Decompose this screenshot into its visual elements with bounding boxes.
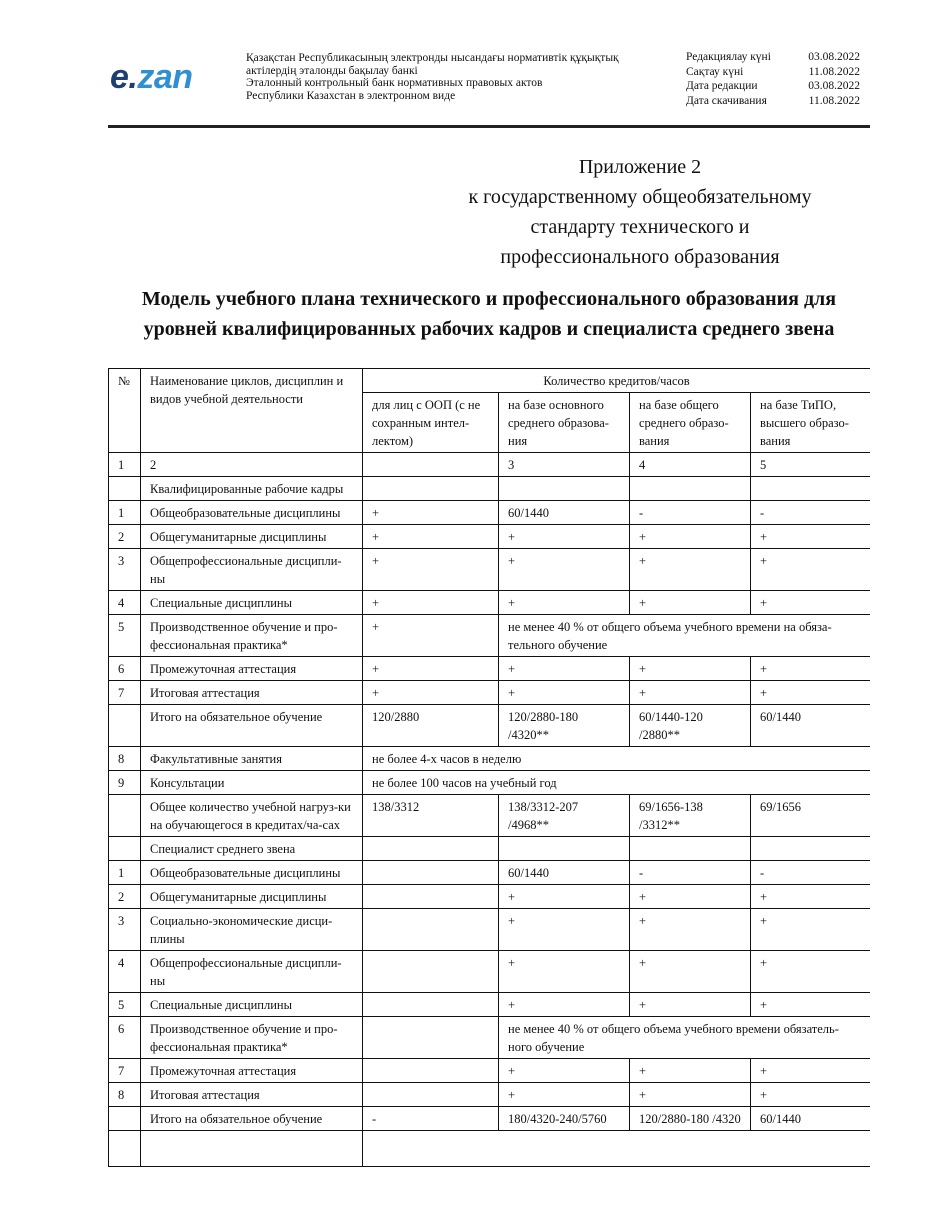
table-row bbox=[109, 993, 871, 1017]
logo-dot: . bbox=[128, 58, 138, 96]
row-number: 3 bbox=[109, 909, 141, 951]
row-cell: + bbox=[499, 993, 630, 1017]
row-name: Общегуманитарные дисциплины bbox=[141, 525, 363, 549]
bank-description bbox=[246, 52, 666, 102]
row-number bbox=[109, 705, 141, 747]
row-number: 2 bbox=[109, 885, 141, 909]
row-cell: + bbox=[363, 525, 499, 549]
table-row bbox=[109, 657, 871, 681]
row-cell: + bbox=[499, 885, 630, 909]
row-cell: + bbox=[363, 591, 499, 615]
table-row bbox=[109, 1107, 871, 1131]
row-cell: 60/1440-120 /2880** bbox=[630, 705, 751, 747]
row-cell: + bbox=[630, 525, 751, 549]
row-cell: - bbox=[363, 1107, 499, 1131]
row-cell: 120/2880-180 /4320** bbox=[499, 705, 630, 747]
ezan-logo bbox=[110, 58, 193, 97]
row-span-cell: не менее 40 % от общего объема учебного времени обязатель-ного обучение bbox=[499, 1017, 871, 1059]
document-dates bbox=[686, 50, 860, 108]
row-cell: + bbox=[630, 549, 751, 591]
row-name: Консультации bbox=[141, 771, 363, 795]
row-cell: + bbox=[751, 681, 871, 705]
table-head-row bbox=[109, 369, 871, 393]
row-span-cell: не более 4-х часов в неделю bbox=[363, 747, 871, 771]
title-line: уровней квалифицированных рабочих кадров и специалиста среднего звена bbox=[143, 318, 835, 340]
table-row bbox=[109, 795, 871, 837]
row-number: 1 bbox=[109, 501, 141, 525]
row-name: Общее количество учебной нагруз-ки на обучающегося в кредитах/ча-сах bbox=[141, 795, 363, 837]
table-row bbox=[109, 591, 871, 615]
row-name: Социально-экономические дисци-плины bbox=[141, 909, 363, 951]
header-divider bbox=[108, 125, 870, 128]
description-line: Эталонный контрольный банк нормативных правовых актов bbox=[246, 77, 543, 89]
row-cell bbox=[363, 1131, 871, 1167]
row-cell bbox=[751, 837, 871, 861]
row-cell: + bbox=[363, 681, 499, 705]
row-cell bbox=[109, 1131, 141, 1167]
row-name: Промежуточная аттестация bbox=[141, 1059, 363, 1083]
row-cell: + bbox=[499, 681, 630, 705]
row-cell: + bbox=[751, 657, 871, 681]
row-cell: + bbox=[499, 1059, 630, 1083]
meta-row bbox=[686, 94, 860, 109]
meta-value: 03.08.2022 bbox=[808, 51, 860, 63]
index-cell: 3 bbox=[499, 453, 630, 477]
row-cell: 60/1440 bbox=[751, 705, 871, 747]
row-cell: + bbox=[499, 657, 630, 681]
row-name: Общеобразовательные дисциплины bbox=[141, 501, 363, 525]
row-number: 7 bbox=[109, 681, 141, 705]
row-cell: 120/2880-180 /4320 bbox=[630, 1107, 751, 1131]
appendix-heading bbox=[440, 152, 840, 272]
appendix-line: стандарту технического и bbox=[530, 216, 750, 238]
row-cell: + bbox=[751, 1059, 871, 1083]
row-number: 6 bbox=[109, 657, 141, 681]
row-span-cell: не менее 40 % от общего объема учебного времени на обяза-тельного обучение bbox=[499, 615, 871, 657]
row-name: Специальные дисциплины bbox=[141, 591, 363, 615]
meta-value: 03.08.2022 bbox=[808, 80, 860, 92]
row-cell bbox=[363, 1017, 499, 1059]
table-body bbox=[109, 477, 871, 1167]
row-cell: + bbox=[630, 591, 751, 615]
row-name: Общепрофессиональные дисципли-ны bbox=[141, 951, 363, 993]
row-cell bbox=[363, 885, 499, 909]
logo-e: e bbox=[110, 58, 129, 96]
row-name: Факультативные занятия bbox=[141, 747, 363, 771]
row-number bbox=[109, 795, 141, 837]
row-cell: + bbox=[630, 681, 751, 705]
row-cell bbox=[141, 1131, 363, 1167]
table-row bbox=[109, 705, 871, 747]
row-name: Промежуточная аттестация bbox=[141, 657, 363, 681]
index-cell: 2 bbox=[141, 453, 363, 477]
meta-value: 11.08.2022 bbox=[808, 65, 860, 78]
row-cell bbox=[363, 1083, 499, 1107]
row-cell: + bbox=[630, 993, 751, 1017]
row-number bbox=[109, 477, 141, 501]
row-number: 2 bbox=[109, 525, 141, 549]
row-name: Итого на обязательное обучение bbox=[141, 1107, 363, 1131]
index-cell: 4 bbox=[630, 453, 751, 477]
meta-label: Дата редакции bbox=[686, 80, 758, 92]
row-cell: - bbox=[751, 861, 871, 885]
document-title bbox=[108, 284, 870, 344]
row-number: 3 bbox=[109, 549, 141, 591]
row-number: 6 bbox=[109, 1017, 141, 1059]
row-number: 4 bbox=[109, 591, 141, 615]
row-cell bbox=[363, 1059, 499, 1083]
meta-value: 11.08.2022 bbox=[808, 94, 860, 107]
table-row bbox=[109, 1059, 871, 1083]
table-row bbox=[109, 837, 871, 861]
row-cell bbox=[363, 861, 499, 885]
meta-row bbox=[686, 50, 860, 65]
table-row bbox=[109, 771, 871, 795]
row-cell: 138/3312 bbox=[363, 795, 499, 837]
row-cell: + bbox=[630, 657, 751, 681]
head-credits: Количество кредитов/часов bbox=[363, 369, 871, 393]
description-line: Республики Казахстан в электронном виде bbox=[246, 89, 456, 102]
table-row bbox=[109, 525, 871, 549]
row-name: Специальные дисциплины bbox=[141, 993, 363, 1017]
row-cell: - bbox=[751, 501, 871, 525]
row-cell bbox=[363, 837, 499, 861]
table-row bbox=[109, 615, 871, 657]
curriculum-table bbox=[108, 368, 870, 1167]
appendix-line: Приложение 2 bbox=[578, 156, 702, 178]
row-span-cell: не более 100 часов на учебный год bbox=[363, 771, 871, 795]
description-line: Қазақстан Республикасының электронды нысандағы нормативтік құқықтық bbox=[246, 52, 619, 64]
curriculum-table-wrapper bbox=[108, 368, 870, 1168]
row-cell bbox=[630, 837, 751, 861]
row-cell bbox=[363, 477, 499, 501]
row-number: 5 bbox=[109, 993, 141, 1017]
table-row bbox=[109, 681, 871, 705]
row-cell: + bbox=[363, 501, 499, 525]
row-name: Общеобразовательные дисциплины bbox=[141, 861, 363, 885]
head-col: на базе основного среднего образова-ния bbox=[499, 393, 630, 453]
appendix-line: к государственному общеобязательному bbox=[468, 186, 812, 208]
appendix-line: профессионального образования bbox=[500, 246, 780, 268]
row-cell bbox=[363, 951, 499, 993]
row-cell bbox=[499, 477, 630, 501]
table-row bbox=[109, 747, 871, 771]
head-number: № bbox=[109, 369, 141, 453]
row-number: 1 bbox=[109, 861, 141, 885]
table-row bbox=[109, 1017, 871, 1059]
meta-label: Сақтау күні bbox=[686, 65, 744, 78]
row-cell: + bbox=[751, 549, 871, 591]
row-cell bbox=[751, 477, 871, 501]
row-cell: + bbox=[630, 951, 751, 993]
row-cell: + bbox=[363, 549, 499, 591]
row-cell: + bbox=[499, 1083, 630, 1107]
row-cell: 180/4320-240/5760 bbox=[499, 1107, 630, 1131]
index-cell: 1 bbox=[109, 453, 141, 477]
row-name: Общепрофессиональные дисципли-ны bbox=[141, 549, 363, 591]
meta-row bbox=[686, 79, 860, 94]
row-cell: + bbox=[499, 549, 630, 591]
row-number bbox=[109, 1107, 141, 1131]
row-cell: + bbox=[630, 1059, 751, 1083]
row-cell: + bbox=[751, 909, 871, 951]
row-cell: - bbox=[630, 861, 751, 885]
row-name: Итоговая аттестация bbox=[141, 681, 363, 705]
row-name: Общегуманитарные дисциплины bbox=[141, 885, 363, 909]
row-number: 7 bbox=[109, 1059, 141, 1083]
title-line: Модель учебного плана технического и профессионального образования для bbox=[141, 288, 837, 310]
head-col: для лиц с ООП (с не сохранным интел-лектом) bbox=[363, 393, 499, 453]
logo-zan: zan bbox=[137, 58, 193, 96]
table-row-continued bbox=[109, 1131, 871, 1167]
row-cell bbox=[363, 993, 499, 1017]
row-cell bbox=[363, 909, 499, 951]
table-row bbox=[109, 501, 871, 525]
row-name: Квалифицированные рабочие кадры bbox=[141, 477, 363, 501]
meta-label: Редакциялау күні bbox=[686, 51, 771, 63]
row-number: 8 bbox=[109, 747, 141, 771]
row-cell: + bbox=[499, 909, 630, 951]
row-name: Специалист среднего звена bbox=[141, 837, 363, 861]
row-cell: + bbox=[630, 885, 751, 909]
head-col: на базе ТиПО, высшего образо-вания bbox=[751, 393, 871, 453]
row-cell: + bbox=[630, 1083, 751, 1107]
row-cell: 60/1440 bbox=[499, 501, 630, 525]
row-cell: 69/1656-138 /3312** bbox=[630, 795, 751, 837]
row-cell: + bbox=[499, 525, 630, 549]
table-index-row bbox=[109, 453, 871, 477]
row-cell: + bbox=[751, 1083, 871, 1107]
row-cell: + bbox=[751, 591, 871, 615]
row-cell: + bbox=[499, 591, 630, 615]
row-cell: + bbox=[363, 615, 499, 657]
row-name: Итого на обязательное обучение bbox=[141, 705, 363, 747]
row-cell: 138/3312-207 /4968** bbox=[499, 795, 630, 837]
index-cell bbox=[363, 453, 499, 477]
head-col: на базе общего среднего образо-вания bbox=[630, 393, 751, 453]
head-name: Наименование циклов, дисциплин и видов учебной деятельности bbox=[141, 369, 363, 453]
index-cell: 5 bbox=[751, 453, 871, 477]
row-number: 4 bbox=[109, 951, 141, 993]
row-cell: 60/1440 bbox=[499, 861, 630, 885]
row-cell: + bbox=[751, 885, 871, 909]
meta-label: Дата скачивания bbox=[686, 94, 767, 107]
row-number: 8 bbox=[109, 1083, 141, 1107]
row-cell: 69/1656 bbox=[751, 795, 871, 837]
row-cell: + bbox=[751, 951, 871, 993]
row-cell bbox=[499, 837, 630, 861]
row-name: Итоговая аттестация bbox=[141, 1083, 363, 1107]
table-row bbox=[109, 477, 871, 501]
row-cell: 60/1440 bbox=[751, 1107, 871, 1131]
row-cell: + bbox=[499, 951, 630, 993]
row-number: 5 bbox=[109, 615, 141, 657]
description-line: актілердің эталонды бақылау банкі bbox=[246, 64, 418, 77]
table-row bbox=[109, 951, 871, 993]
row-cell: + bbox=[630, 909, 751, 951]
row-cell: - bbox=[630, 501, 751, 525]
row-cell: + bbox=[363, 657, 499, 681]
row-number bbox=[109, 837, 141, 861]
row-name: Производственное обучение и про-фессиональная практика* bbox=[141, 1017, 363, 1059]
table-row bbox=[109, 861, 871, 885]
row-cell: 120/2880 bbox=[363, 705, 499, 747]
row-number: 9 bbox=[109, 771, 141, 795]
row-cell bbox=[630, 477, 751, 501]
row-name: Производственное обучение и про-фессиональная практика* bbox=[141, 615, 363, 657]
table-row bbox=[109, 885, 871, 909]
table-row bbox=[109, 549, 871, 591]
row-cell: + bbox=[751, 993, 871, 1017]
row-cell: + bbox=[751, 525, 871, 549]
meta-row bbox=[686, 65, 860, 80]
table-row bbox=[109, 909, 871, 951]
table-row bbox=[109, 1083, 871, 1107]
